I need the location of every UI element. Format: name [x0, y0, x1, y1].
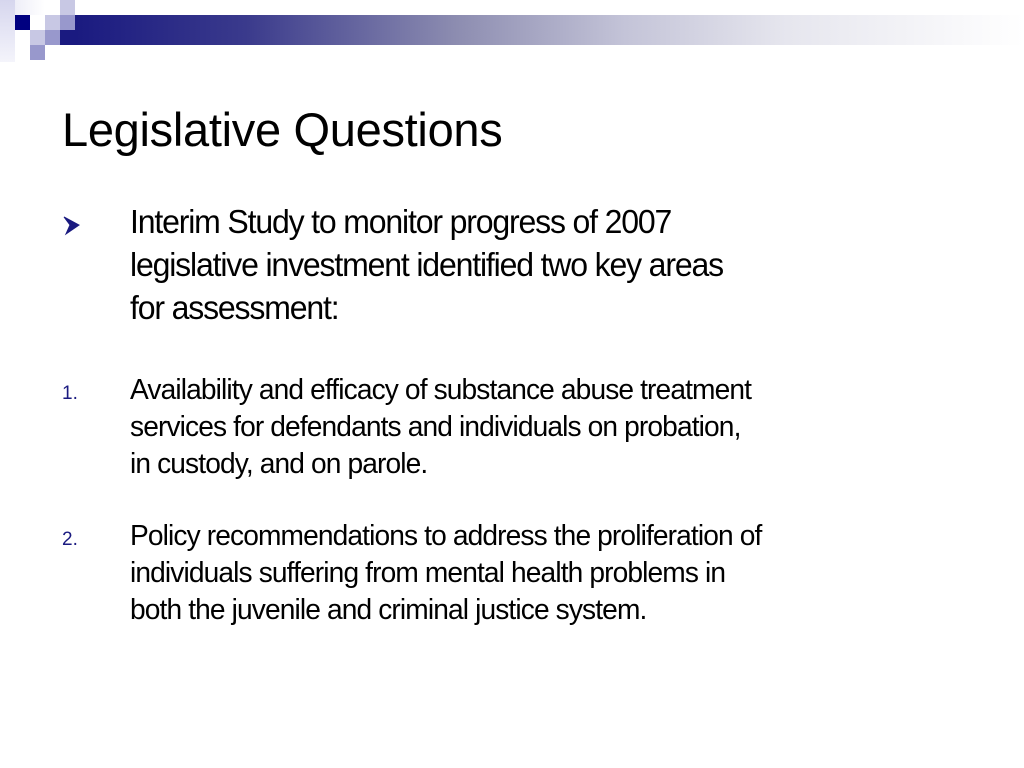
item-line: both the juvenile and criminal justice system. [130, 594, 647, 626]
decor-strip-left [0, 0, 15, 62]
bullet-line: for assessment: [130, 289, 339, 326]
numbered-item-text [130, 518, 964, 629]
item-line: services for defendants and individuals on probation, [130, 411, 741, 443]
list-number: 2. [62, 529, 78, 550]
decor-square-navy [60, 30, 75, 45]
decor-strip-top [15, 0, 45, 15]
arrowhead-bullet-icon [62, 214, 92, 236]
decor-square-navy [15, 15, 30, 30]
item-line: Policy recommendations to address the proliferation of [130, 520, 762, 552]
decor-square-light [60, 0, 75, 15]
bullet-line: Interim Study to monitor progress of 2007 [130, 203, 672, 240]
decor-square-medium [30, 45, 45, 60]
list-number: 1. [62, 383, 78, 404]
numbered-item-text [130, 372, 964, 483]
decor-square-medium [60, 15, 75, 30]
item-line: in custody, and on parole. [130, 448, 428, 480]
decor-square-light [30, 30, 45, 45]
slide-title: Legislative Questions [62, 103, 503, 156]
item-line: individuals suffering from mental health problems in [130, 557, 726, 589]
bullet-line: legislative investment identified two key areas [130, 246, 723, 283]
item-line: Availability and efficacy of substance abuse treatment [130, 374, 752, 406]
decor-square-light [45, 15, 60, 30]
header-decoration [0, 0, 1024, 70]
bullet-text [130, 200, 964, 329]
decor-gradient-bar [75, 15, 1024, 45]
decor-square-medium [45, 30, 60, 45]
